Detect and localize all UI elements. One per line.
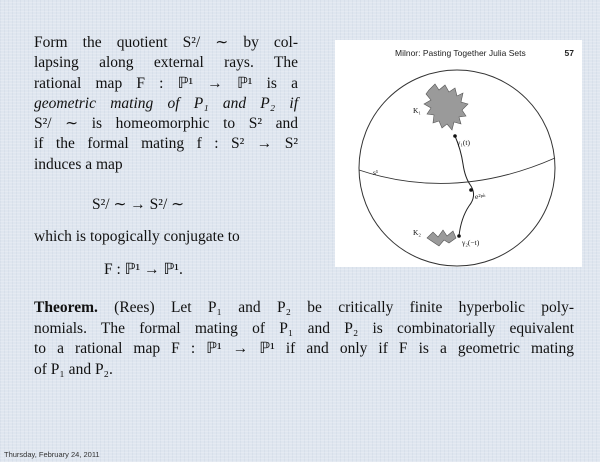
figure-drawing	[335, 40, 582, 267]
julia-sets-figure	[335, 40, 582, 267]
display-map-equation: S²/ ∼ → S²/ ∼	[92, 196, 185, 213]
theorem-block	[34, 298, 574, 380]
equator-curve	[359, 158, 555, 183]
label-k2: K₂	[413, 228, 422, 237]
intro-line-2: lapsing along external rays. The	[34, 54, 298, 72]
theorem-line-1-text: (Rees) Let P₁ and P₂ be critically finite hyperbolic poly-	[97, 299, 574, 316]
e2pi-point	[469, 188, 473, 192]
julia-set-k2	[427, 230, 456, 246]
figure-header: Milnor: Pasting Together Julia Sets	[395, 48, 526, 58]
theorem-line-2: nomials. The formal mating of P₁ and P₂ is combinatorially equivalent	[34, 319, 574, 337]
label-s1: s¹	[373, 168, 379, 177]
theorem-heading: Theorem.	[34, 299, 98, 316]
intro-line-3: rational map F : ℙ¹ → ℙ¹ is a	[34, 74, 298, 92]
ray-curve	[455, 136, 474, 236]
label-e2pi: e²ᵖⁱᵗ	[475, 192, 486, 201]
theorem-line-4: of P₁ and P₂.	[34, 360, 113, 378]
julia-set-k1	[424, 84, 468, 130]
conjugate-sentence: which is topogically conjugate to	[34, 228, 240, 245]
label-gamma1: γ₁(t)	[457, 138, 471, 147]
intro-paragraph	[34, 33, 298, 175]
theorem-line-1	[34, 298, 574, 319]
figure-page-number: 57	[564, 48, 574, 58]
label-gamma2: γ₂(−t)	[462, 238, 480, 247]
theorem-line-3: to a rational map F : ℙ¹ → ℙ¹ if and only if F is a geometric mating	[34, 340, 574, 357]
label-k1: K₁	[413, 106, 422, 115]
display-F-equation: F : ℙ¹ → ℙ¹.	[104, 261, 183, 278]
intro-line-6: if the formal mating f : S² → S²	[34, 135, 298, 153]
intro-line-1: Form the quotient S²/ ∼ by col-	[34, 34, 298, 51]
intro-line-4: geometric mating of P₁ and P₂ if	[34, 94, 298, 112]
intro-line-7: induces a map	[34, 155, 123, 173]
intro-line-5: S²/ ∼ is homeomorphic to S² and	[34, 115, 298, 133]
gamma2-point	[457, 234, 461, 238]
footer-date: Thursday, February 24, 2011	[4, 450, 100, 459]
